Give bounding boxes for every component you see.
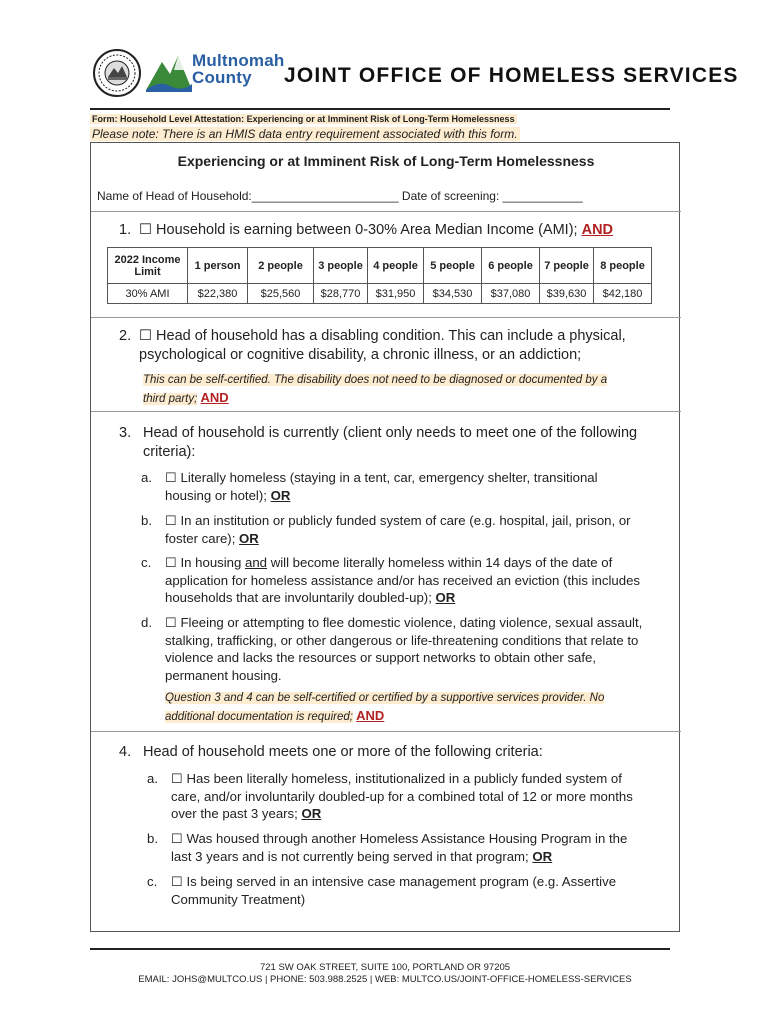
- question-4-text: Head of household meets one or more of the following criteria:: [143, 744, 543, 760]
- table-cell: $42,180: [594, 284, 652, 304]
- form-name: Form: Household Level Attestation: Experiencing or at Imminent Risk of Long-Term Homelessness: [92, 114, 515, 124]
- header-divider: [90, 108, 670, 110]
- table-header-cell: 8 people: [594, 248, 652, 284]
- table-header-cell: 4 people: [368, 248, 424, 284]
- footer-address: 721 SW OAK STREET, SUITE 100, PORTLAND OR 97205: [259, 962, 511, 973]
- or-label: OR: [301, 806, 322, 821]
- hmis-note: Please note: There is an HMIS data entry requirement associated with this form.: [92, 127, 518, 141]
- or-label: OR: [270, 487, 291, 503]
- form-title: Experiencing or at Imminent Risk of Long-Term Homelessness: [177, 153, 595, 169]
- county-name: Multnomah County: [192, 51, 285, 87]
- section-divider: [91, 211, 681, 212]
- table-header-cell: 6 people: [482, 248, 540, 284]
- question-2: 2. ☐ Head of household has a disabling condition. This can include a physical, psychological or cognitive disability, a chronic illness, or an addiction;: [119, 328, 626, 363]
- multnomah-logo-icon: [144, 50, 194, 94]
- or-label: OR: [239, 530, 259, 546]
- name-and-date-fields[interactable]: Name of Head of Household:______________________ Date of screening: ____________: [97, 189, 583, 203]
- or-label: OR: [435, 590, 456, 605]
- footer-contact: EMAIL: JOHS@MULTCO.US | PHONE: 503.988.2525 | WEB: MULTCO.US/JOINT-OFFICE-HOMELESS-SERVICES: [138, 974, 632, 985]
- table-header-cell: 7 people: [540, 248, 594, 284]
- table-cell: $34,530: [424, 284, 482, 304]
- footer-divider: [90, 948, 670, 950]
- table-header-row: [108, 248, 652, 284]
- income-limit-table: [107, 247, 652, 304]
- section-divider: [91, 411, 681, 412]
- or-label: OR: [532, 848, 553, 864]
- table-cell: $25,560: [248, 284, 314, 304]
- page-header: [90, 44, 739, 106]
- table-cell: $37,080: [482, 284, 540, 304]
- table-cell: $31,950: [368, 284, 424, 304]
- question-3: 3. Head of household is currently (client only needs to meet one of the following criteria):: [119, 425, 638, 460]
- table-cell: $28,770: [314, 284, 368, 304]
- table-header-cell: 2022 Income Limit: [108, 248, 188, 284]
- office-title: JOINT OFFICE OF HOMELESS SERVICES: [284, 64, 739, 87]
- table-header-cell: 1 person: [188, 248, 248, 284]
- question-1-text[interactable]: ☐ Household is earning between 0-30% Area Median Income (AMI);: [139, 222, 578, 238]
- table-cell: $22,380: [188, 284, 248, 304]
- and-label: AND: [200, 390, 229, 405]
- section-divider: [91, 731, 681, 732]
- and-label: AND: [356, 708, 385, 723]
- county-seal-icon: [92, 48, 142, 98]
- section-divider: [91, 317, 681, 318]
- attestation-form: Experiencing or at Imminent Risk of Long-Term Homelessness Name of Head of Household:______________________ Date of screening: ____________ 1. ☐ Household is earning between 0-30% Area Median Income (AMI); AND 2022 Income Limit 1 person 2 people 3 people 4 people 5 people 6 people 7 people 8 people 30% AMI $22,380 $25,560 $28,770 $31,950 $34,530 $37,080 $39,630 $42,180 2. ☐ Head of household has a disabling condition. This can include a physical, psychological or cognitive disability, a chronic illness, or an addiction; This can be self-certified. The disability does not need to be diagnosed or documented by a third party; AND 3. Head of household is currently (client only needs to meet one of the following criteria): a. ☐ Literally homeless (staying in a tent, car, emergency shelter, transitional housing or hotel); OR b. ☐ In an institution or publicly funded system of care (e.g. hospital, jail, prison, or foster care); OR c. ☐ In housing and will become literally homeless within 14 days of the date of application for homeless assistance and/or has received an eviction (this includes households that are involuntarily doubled-up); OR d. ☐ Fleeing or attempting to flee domestic violence, dating violence, sexual assault, stalking, trafficking, or other dangerous or life-threatening conditions that relate to violence and lacks the resources or support networks to obtain other safe, permanent housing. Question 3 and 4 can be self-certified or certified by a supportive services provider. No additional documentation is required; AND 4. Head of household meets one or more of the following criteria: a. ☐ Has been literally homeless, institutionalized in a publicly funded system of care, and/or involuntarily doubled-up for a combined total of 12 or more months over the past 3 years; OR b. ☐ Was housed through another Homeless Assistance Housing Program in the last 3 years and is not currently being served in that program; OR c. ☐ Is being served in an intensive case management program (e.g. Assertive Community Treatment): [90, 142, 680, 932]
- table-row: [108, 284, 652, 304]
- table-cell: $39,630: [540, 284, 594, 304]
- table-header-cell: 2 people: [248, 248, 314, 284]
- table-header-cell: 3 people: [314, 248, 368, 284]
- question-2-text[interactable]: ☐ Head of household has a disabling condition. This can include a physical, psychological or cognitive disability, a chronic illness, or an addiction;: [139, 328, 626, 363]
- question-3-4-note: Question 3 and 4 can be self-certified or certified by a supportive services provider. No additional documentation is required; AND: [165, 692, 605, 723]
- question-2-note: This can be self-certified. The disability does not need to be diagnosed or documented by a third party; AND: [143, 374, 608, 405]
- and-label: AND: [581, 222, 614, 238]
- table-cell: 30% AMI: [108, 284, 188, 304]
- question-3-text: Head of household is currently (client only needs to meet one of the following criteria):: [143, 425, 638, 460]
- table-header-cell: 5 people: [424, 248, 482, 284]
